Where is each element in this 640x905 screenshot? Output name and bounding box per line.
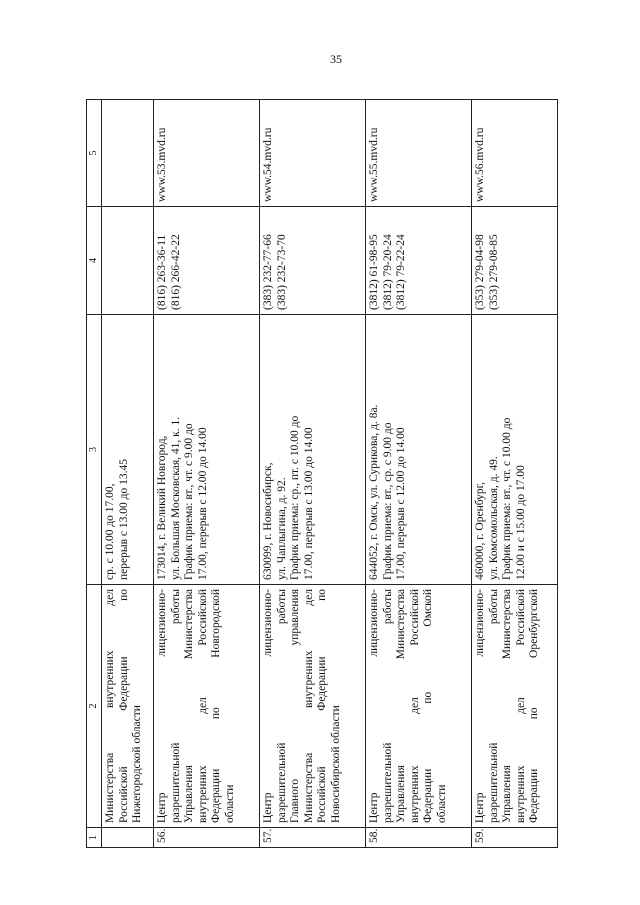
table-container — [86, 100, 554, 848]
organization-name-line: Управления Министерства — [395, 589, 408, 823]
organization-name-cell — [366, 585, 472, 828]
registry-table — [86, 99, 558, 848]
address-schedule-line: 644052, г. Омск, ул. Сурикова, д. 8а. — [368, 404, 380, 580]
address-schedule-line: 173014, г. Великий Новгород, — [156, 435, 168, 580]
organization-name-line: Российской Федерации по — [316, 589, 329, 823]
organization-name-line: разрешительной работы — [169, 589, 182, 823]
organization-name-line: Главного управления — [289, 589, 302, 823]
phone-number: (3812) 79-22-24 — [395, 234, 408, 310]
address-schedule-line: График приема: вт., чт. с 9.00 до — [183, 423, 196, 580]
website-cell — [102, 100, 154, 207]
website-link: www.55.mvd.ru — [368, 127, 380, 202]
address-schedule-line: 17.00, перерыв с 13.00 до 14.00 — [302, 427, 315, 580]
phone-number: (816) 263-36-11 — [156, 234, 168, 310]
phone-cell — [154, 207, 260, 315]
organization-name-line: Нижегородской области — [131, 705, 144, 823]
organization-name-cell — [260, 585, 366, 828]
organization-name-line: внутренних дел Российской — [196, 589, 209, 823]
address-schedule-line: ср. с 10.00 до 17.00, — [104, 483, 116, 580]
organization-name-line: Федерации по Омской — [422, 589, 435, 823]
address-schedule-line: 17.00, перерыв с 12.00 до 14.00 — [395, 427, 408, 580]
phone-number: (816) 266-42-22 — [169, 234, 182, 310]
organization-name-line: разрешительной работы — [275, 589, 288, 823]
address-schedule-line: 460000, г. Оренбург, — [474, 482, 486, 580]
organization-name-line: области — [223, 784, 236, 823]
organization-name-line: Министерства внутренних дел — [104, 589, 116, 823]
address-schedule-line: График приема: вт., чт. с 10.00 до — [501, 417, 514, 580]
phone-number: (353) 279-04-98 — [474, 234, 486, 310]
address-schedule-line: График приема: ср., пт. с 10.00 до — [289, 415, 302, 580]
address-schedule-line: 12.00 и с 15.00 до 17.00 — [514, 465, 527, 580]
header-cell-4: 4 — [87, 207, 102, 315]
website-cell — [260, 100, 366, 207]
phone-cell — [366, 207, 472, 315]
address-schedule-line: 17.00, перерыв с 12.00 до 14.00 — [196, 427, 209, 580]
table-row — [102, 100, 154, 848]
row-number: 58. — [368, 828, 380, 843]
organization-name-line: области — [435, 784, 448, 823]
address-schedule-cell — [260, 315, 366, 585]
phone-number: (383) 232-77-66 — [262, 234, 274, 310]
organization-name-line: Центр лицензионно- — [156, 589, 168, 823]
phone-number: (383) 232-73-70 — [275, 234, 288, 310]
table-body — [87, 100, 558, 848]
row-number-cell — [366, 828, 472, 848]
header-row — [87, 100, 102, 848]
organization-name-line: Федерации по Оренбургской — [528, 589, 541, 823]
phone-cell — [260, 207, 366, 315]
organization-name-line: Министерства внутренних дел — [302, 589, 315, 823]
website-link: www.53.mvd.ru — [156, 127, 168, 202]
address-schedule-line: График приема: вт., ср. с 9.00 до — [381, 422, 394, 580]
table-row — [154, 100, 260, 848]
phone-cell — [102, 207, 154, 315]
address-schedule-line: 630099, г. Новосибирск, — [262, 462, 274, 580]
row-number: 56. — [156, 828, 168, 843]
phone-number: (353) 279-08-85 — [487, 234, 500, 310]
row-number: 59. — [474, 828, 486, 843]
row-number-cell — [154, 828, 260, 848]
website-cell — [472, 100, 558, 207]
table-row — [260, 100, 366, 848]
organization-name-line: внутренних дел Российской — [514, 589, 527, 823]
organization-name-cell — [154, 585, 260, 828]
address-schedule-line: ул. Чаплыгина, д. 92. — [275, 477, 288, 580]
phone-number: (3812) 79-20-24 — [381, 234, 394, 310]
address-schedule-line: ул. Комсомольская, д. 49. — [487, 456, 500, 580]
row-number-cell — [472, 828, 558, 848]
website-cell — [154, 100, 260, 207]
organization-name-line: Центр лицензионно- — [474, 589, 486, 823]
row-number: 57. — [262, 828, 274, 843]
website-cell — [366, 100, 472, 207]
address-schedule-line: перерыв с 13.00 до 13.45 — [117, 459, 130, 580]
table-row — [366, 100, 472, 848]
header-cell-5: 5 — [87, 100, 102, 207]
header-cell-3: 3 — [87, 315, 102, 585]
organization-name-line: Новосибирской области — [329, 705, 342, 823]
phone-cell — [472, 207, 558, 315]
table-row — [472, 100, 558, 848]
address-schedule-cell — [102, 315, 154, 585]
page-number: 35 — [330, 52, 342, 66]
organization-name-line: разрешительной работы — [487, 589, 500, 823]
row-number-cell — [260, 828, 366, 848]
phone-number: (3812) 61-98-95 — [368, 234, 380, 310]
organization-name-line: Российской Федерации по — [117, 589, 130, 823]
organization-name-line: разрешительной работы — [381, 589, 394, 823]
organization-name-line: внутренних дел Российской — [408, 589, 421, 823]
address-schedule-cell — [472, 315, 558, 585]
address-schedule-line: ул. Большая Московская, 41, к. 1. — [169, 416, 182, 580]
address-schedule-cell — [154, 315, 260, 585]
organization-name-cell — [472, 585, 558, 828]
website-link: www.54.mvd.ru — [262, 127, 274, 202]
row-number-cell — [102, 828, 154, 848]
organization-name-cell — [102, 585, 154, 828]
organization-name-line: Федерации по Новгородской — [210, 589, 223, 823]
organization-name-line: Центр лицензионно- — [368, 589, 380, 823]
organization-name-line: Центр лицензионно- — [262, 589, 274, 823]
organization-name-line: Управления Министерства — [183, 589, 196, 823]
organization-name-line: Управления Министерства — [501, 589, 514, 823]
address-schedule-cell — [366, 315, 472, 585]
header-cell-2: 2 — [87, 585, 102, 828]
website-link: www.56.mvd.ru — [474, 127, 486, 202]
header-cell-1: 1 — [87, 828, 102, 848]
